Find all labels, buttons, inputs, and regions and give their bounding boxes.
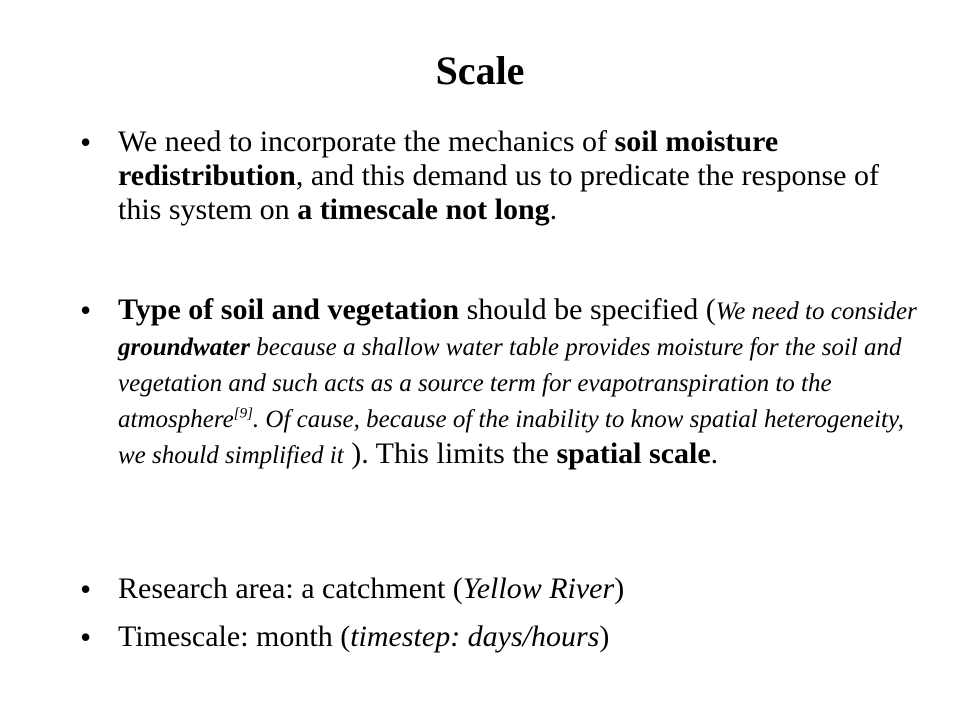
bullet-text: [118, 293, 918, 473]
text-run: should be specified (: [459, 293, 716, 326]
text-run: , and this demand us to predicate the response of this system on: [118, 159, 879, 226]
slide-title: Scale: [435, 48, 525, 93]
bold-phrase-spatial-scale: spatial scale: [556, 437, 711, 470]
italic-run: We need to consider: [715, 298, 917, 325]
text-run: ): [614, 572, 625, 605]
bold-phrase-soil-moisture-redistribution: soil moisture redistribution: [118, 125, 779, 192]
bullet-marker: •: [80, 571, 92, 607]
text-run: Research area: a catchment (: [118, 572, 463, 605]
text-run: Timescale: month (: [118, 620, 351, 653]
citation-ref: [9]: [233, 405, 253, 422]
bullet-marker: •: [80, 292, 92, 328]
italic-run: . Of cause, because of the inability to know spatial heterogeneity, we should simplified it: [118, 406, 904, 469]
text-run: ): [599, 620, 610, 653]
italic-yellow-river: Yellow River: [462, 572, 615, 605]
bullet-text: [118, 572, 918, 606]
text-run: ). This limits the: [343, 437, 557, 470]
text-run: We need to incorporate the mechanics of: [118, 125, 615, 158]
bold-phrase-timescale: a timescale not long: [297, 193, 550, 226]
text-run: .: [549, 193, 558, 226]
bullet-text: [118, 620, 918, 654]
bold-phrase-soil-vegetation: Type of soil and vegetation: [118, 293, 460, 326]
bullet-text: [118, 125, 918, 227]
bullet-marker: •: [80, 124, 92, 160]
bullet-marker: •: [80, 619, 92, 655]
italic-run: because a shallow water table provides moisture for the soil and vegetation and such acts as a source term for evapotranspiration to the atmosphere: [118, 334, 902, 433]
bold-italic-groundwater: groundwater: [118, 334, 250, 361]
italic-timestep: timestep: days/hours: [350, 620, 600, 653]
text-run: .: [710, 437, 719, 470]
